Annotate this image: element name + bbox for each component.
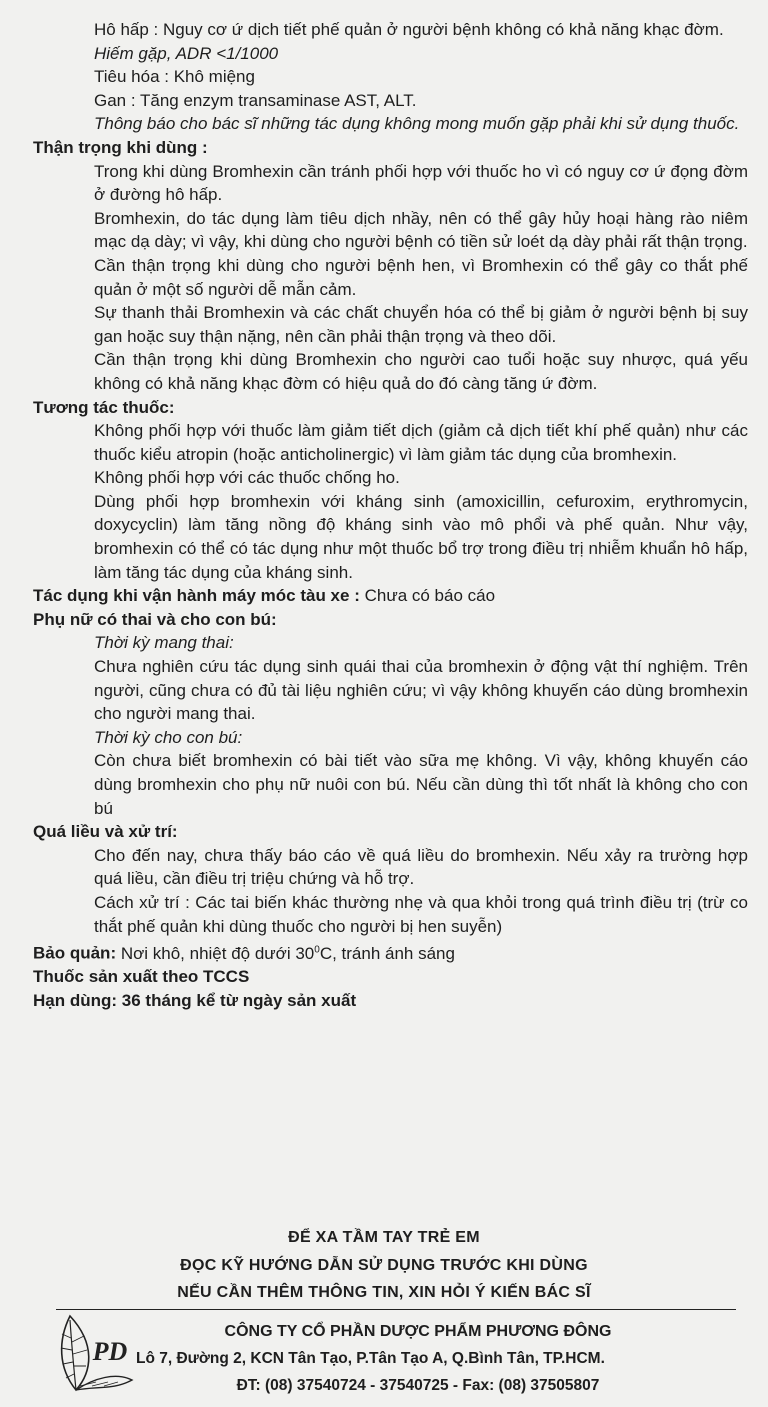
driving-line — [0, 584, 768, 608]
caution-paragraph: Cần thận trọng khi dùng cho người bệnh hen, vì Bromhexin có thể gây co thắt phế quản ở một số người dễ mẫn cảm. — [94, 255, 748, 299]
storage-value — [121, 944, 455, 963]
degree-mark: 0 — [314, 944, 320, 956]
driving-label: Tác dụng khi vận hành máy móc tàu xe : — [33, 586, 360, 606]
overdose-paragraph: Cách xử trí : Các tai biến khác thường nhẹ và qua khỏi trong quá trình điều trị (trừ co thắt phế quản khi dùng thuốc cho người bị hen suyễn) — [94, 892, 748, 936]
divider-line — [56, 1309, 736, 1310]
pregnant-text: Chưa nghiên cứu tác dụng sinh quái thai của bromhexin ở động vật thí nghiệm. Trên người, cũng chưa có đủ tài liệu nghiên cứu; vì vậy không khuyến cáo dùng bromhexin cho người mang thai. — [94, 657, 748, 724]
overdose-paragraph: Cho đến nay, chưa thấy báo cáo về quá liều do bromhexin. Nếu xảy ra trường hợp quá liều, cần điều trị triệu chứng và hỗ trợ. — [94, 845, 748, 889]
caution-heading: Thận trọng khi dùng : — [33, 137, 208, 157]
interactions-heading: Tương tác thuốc: — [33, 397, 175, 417]
warning-ask-doctor: NẾU CẦN THÊM THÔNG TIN, XIN HỎI Ý KIẾN BÁC SĨ — [177, 1284, 591, 1301]
caution-paragraph: Cần thận trọng khi dùng Bromhexin cho người cao tuổi hoặc suy nhược, quá yếu không có khả năng khạc đờm có hiệu quả do đó càng tăng ứ đờm. — [94, 350, 748, 393]
interactions-paragraph: Không phối hợp với thuốc làm giảm tiết dịch (giảm cả dịch tiết khí phế quản) như các thuốc kiểu atropin (hoặc anticholinergic) vì làm giảm tác dụng của bromhexin. — [94, 421, 748, 464]
rare-label: Hiếm gặp, ADR <1/1000 — [94, 43, 279, 63]
adr-respiratory: Hô hấp : Nguy cơ ứ dịch tiết phế quản ở người bệnh không có khả năng khạc đờm. — [94, 20, 724, 39]
storage-label: Bảo quản: — [33, 943, 117, 963]
logo-text: PD — [92, 1337, 128, 1366]
company-phone: ĐT: (08) 37540724 - 37540725 - Fax: (08) 37505807 — [236, 1377, 600, 1394]
interactions-paragraph: Dùng phối hợp bromhexin với kháng sinh (amoxicillin, cefuroxim, erythromycin, doxycyclin) làm tăng nồng độ kháng sinh vào mô phổi và phế quản. Như vậy, bromhexin có thể có tác dụng như một thuốc bổ trợ trong điều trị nhiễm khuẩn hô hấp, làm tăng tác dụng của kháng sinh. — [94, 491, 748, 582]
storage-value-text: Nơi khô, nhiệt độ dưới 30 — [120, 943, 315, 963]
expiry-value: 36 tháng kể từ ngày sản xuất — [121, 991, 357, 1010]
caution-paragraph: Trong khi dùng Bromhexin cần tránh phối hợp với thuốc ho vì có nguy cơ ứ đọng đờm ở đường hô hấp. — [94, 161, 748, 205]
driving-value: Chưa có báo cáo — [364, 586, 496, 606]
pregnancy-heading: Phụ nữ có thai và cho con bú: — [33, 609, 277, 629]
rare-digestive: Tiêu hóa : Khô miệng — [94, 67, 255, 87]
expiry-line — [0, 989, 768, 1013]
nursing-label: Thời kỳ cho con bú: — [94, 727, 243, 747]
warning-read-instructions: ĐỌC KỸ HƯỚNG DẪN SỬ DỤNG TRƯỚC KHI DÙNG — [180, 1257, 588, 1274]
pregnant-label: Thời kỳ mang thai: — [94, 633, 234, 653]
company-address: Lô 7, Đường 2, KCN Tân Tạo, P.Tân Tạo A, Q.Bình Tân, TP.HCM. — [136, 1350, 605, 1367]
adr-notice: Thông báo cho bác sĩ những tác dụng không mong muốn gặp phải khi sử dụng thuốc. — [94, 114, 740, 134]
caution-paragraph: Bromhexin, do tác dụng làm tiêu dịch nhầy, nên có thể gây hủy hoại hàng rào niêm mạc dạ dày; vì vậy, khi dùng cho người bệnh có tiền sử loét dạ dày phải rất thận trọng. — [94, 208, 748, 252]
leaflet-body — [0, 18, 768, 1013]
caution-paragraph: Sự thanh thải Bromhexin và các chất chuyển hóa có thể bị giảm ở người bệnh bị suy gan hoặc suy thận nặng, nên cần phải thận trọng và theo dõi. — [94, 303, 748, 346]
rare-liver: Gan : Tăng enzym transaminase AST, ALT. — [94, 90, 417, 110]
interactions-paragraph: Không phối hợp với các thuốc chống ho. — [94, 468, 400, 488]
company-name: CÔNG TY CỔ PHẦN DƯỢC PHẨM PHƯƠNG ĐÔNG — [224, 1323, 612, 1340]
storage-value-unit: C, tránh ánh sáng — [319, 943, 455, 963]
standard-line: Thuốc sản xuất theo TCCS — [33, 967, 250, 987]
warning-children: ĐỂ XA TẦM TAY TRẺ EM — [288, 1229, 480, 1246]
overdose-heading: Quá liều và xử trí: — [33, 822, 178, 842]
storage-line — [0, 938, 768, 965]
expiry-label: Hạn dùng: — [33, 991, 118, 1010]
nursing-text: Còn chưa biết bromhexin có bài tiết vào sữa mẹ không. Vì vậy, không khuyến cáo dùng bromhexin cho phụ nữ nuôi con bú. Nếu cần dùng thì tốt nhất là không cho con bú — [94, 751, 748, 818]
